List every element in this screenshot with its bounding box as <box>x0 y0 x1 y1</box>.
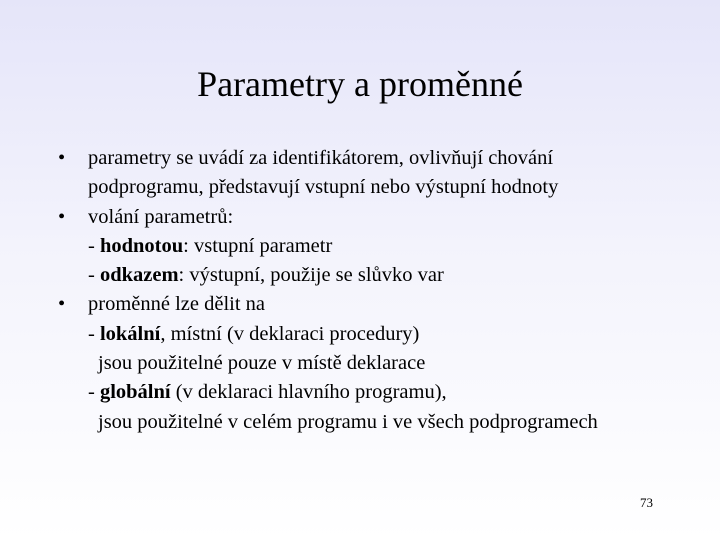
bullet-parameters-description <box>58 144 708 203</box>
sub-item-continuation: jsou použitelné v celém programu i ve všech podprogramech <box>98 410 598 433</box>
sub-item-local <box>88 320 708 349</box>
sub-item-text: (v deklaraci hlavního programu), <box>170 381 447 404</box>
bullet-variables <box>58 290 708 436</box>
term-by-value: hodnotou <box>99 234 184 257</box>
bullet-text-line: proměnné lze dělit na <box>88 293 266 316</box>
bullet-marker: • <box>58 205 66 228</box>
sub-item-text: : vstupní parametr <box>183 234 333 257</box>
bullet-text-line: podprogramu, představují vstupní nebo výstupní hodnoty <box>88 176 559 199</box>
bullet-parameter-passing <box>58 203 708 291</box>
sub-item-text: : výstupní, použije se slůvko var <box>178 264 444 287</box>
sub-item-prefix: - <box>88 322 100 345</box>
page-number: 73 <box>640 495 653 510</box>
term-local: lokální <box>99 322 161 345</box>
bullet-text-line: volání parametrů: <box>88 205 234 228</box>
sub-item-prefix: - <box>88 234 100 257</box>
slide-title: Parametry a proměnné <box>197 64 523 104</box>
slide-body <box>58 144 708 437</box>
sub-item-by-value <box>88 232 708 261</box>
bullet-marker: • <box>58 147 66 169</box>
sub-item-global <box>88 378 708 407</box>
sub-item-by-reference <box>88 261 708 290</box>
sub-item-prefix: - <box>88 264 100 287</box>
sub-item-continuation: jsou použitelné pouze v místě deklarace <box>98 352 426 375</box>
sub-item-text: , místní (v deklaraci procedury) <box>160 322 420 345</box>
bullet-marker: • <box>58 293 66 316</box>
term-global: globální <box>99 381 171 404</box>
bullet-text-line: parametry se uvádí za identifikátorem, ovlivňují chování <box>88 147 554 169</box>
term-by-reference: odkazem <box>99 264 179 287</box>
sub-item-prefix: - <box>88 381 100 404</box>
